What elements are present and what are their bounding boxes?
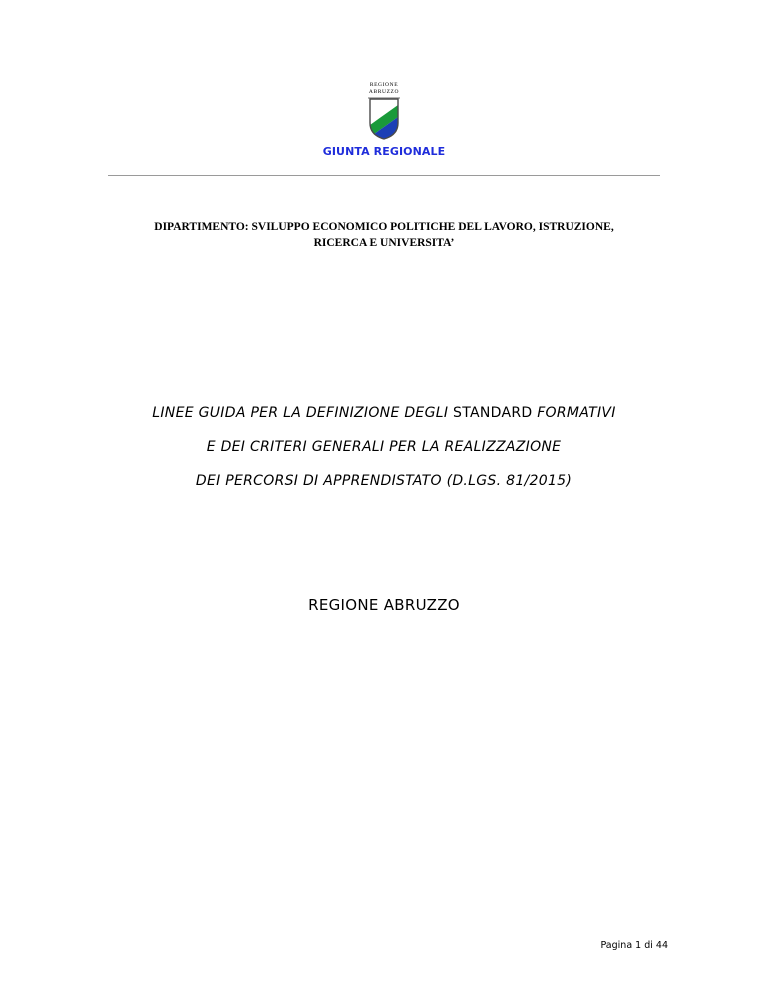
- department-line-1: DIPARTIMENTO: SVILUPPO ECONOMICO POLITICHE DEL LAVORO, ISTRUZIONE,: [154, 221, 614, 233]
- giunta-regionale-label: GIUNTA REGIONALE: [322, 145, 446, 158]
- title-line-2: E DEI CRITERI GENERALI PER LA REALIZZAZIONE: [206, 439, 562, 455]
- title-line-1-part-a: LINEE GUIDA PER LA DEFINIZIONE DEGLI: [152, 405, 454, 421]
- region-name: REGIONE ABRUZZO: [308, 596, 460, 614]
- title-line-1-part-c: FORMATIVI: [532, 405, 616, 421]
- title-line-1-standard: STANDARD: [453, 405, 533, 421]
- title-line-3: DEI PERCORSI DI APPRENDISTATO (D.LGS. 81/2015): [195, 473, 573, 489]
- logo-block: [0, 82, 768, 158]
- regione-abruzzo-crest-icon: [367, 97, 401, 141]
- department-heading: [60, 219, 708, 251]
- logo-text-abruzzo: ABRUZZO: [368, 89, 400, 95]
- department-line-2: RICERCA E UNIVERSITA’: [313, 237, 455, 249]
- header-divider: [108, 175, 660, 176]
- page-number: Pagina 1 di 44: [600, 940, 668, 951]
- title-line-1: [40, 402, 728, 436]
- document-title: [40, 402, 728, 504]
- logo-text-regione: REGIONE: [369, 82, 399, 88]
